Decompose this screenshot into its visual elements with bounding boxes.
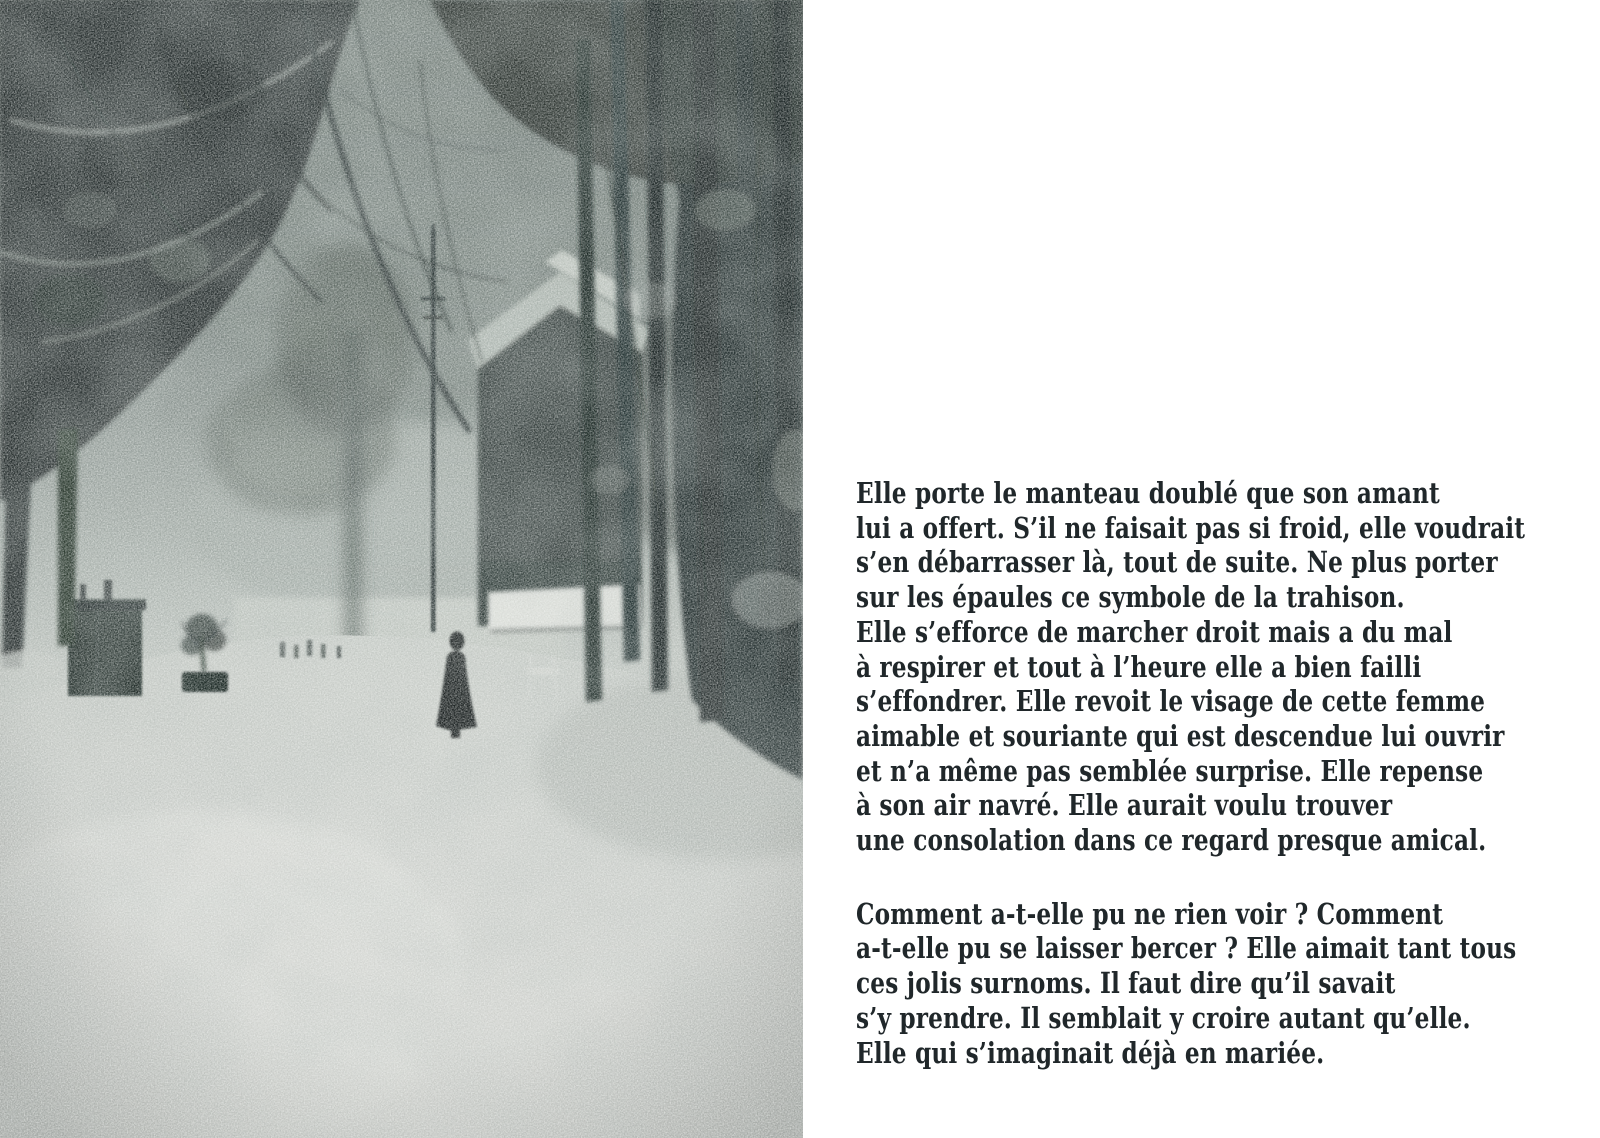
text-line: aimable et souriante qui est descendue lui ouvrir [856,718,1505,753]
text-line: et n’a même pas semblée surprise. Elle repense [856,753,1484,788]
text-line: Elle s’efforce de marcher droit mais a du mal [856,614,1453,649]
text-line: une consolation dans ce regard presque amical. [856,823,1487,858]
paragraph-1 [856,476,1576,858]
text-line: ces jolis surnoms. Il faut dire qu’il savait [856,966,1396,1001]
text-line: à son air navré. Elle aurait voulu trouver [856,788,1393,823]
text-line: a-t-elle pu se laisser bercer ? Elle aimait tant tous [856,931,1517,966]
text-line: sur les épaules ce symbole de la trahison. [856,580,1405,615]
story-text [856,476,1576,1070]
text-line: Elle porte le manteau doublé que son amant [856,476,1440,510]
text-line: Elle qui s’imaginait déjà en mariée. [856,1035,1325,1070]
text-line: Comment a-t-elle pu ne rien voir ? Comment [856,896,1444,931]
text-panel [803,0,1600,1138]
text-line: lui a offert. S’il ne faisait pas si froid, elle voudrait [856,510,1526,545]
text-line: s’y prendre. Il semblait y croire autant qu’elle. [856,1000,1471,1035]
text-line: s’en débarrasser là, tout de suite. Ne plus porter [856,545,1498,580]
text-line: à respirer et tout à l’heure elle a bien failli [856,649,1422,684]
text-line: s’effondrer. Elle revoit le visage de cette femme [856,684,1486,719]
paragraph-2 [856,897,1576,1071]
